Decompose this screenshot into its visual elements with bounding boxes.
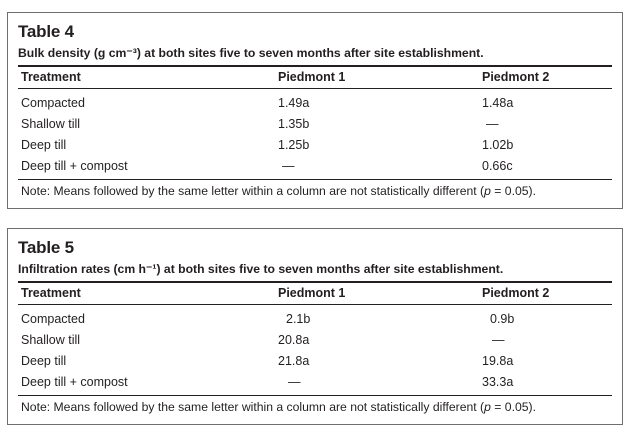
row-piedmont-1-value: 21.8a	[278, 354, 310, 368]
header-top-rule	[18, 281, 612, 283]
row-treatment: Shallow till	[21, 117, 81, 131]
header-piedmont-1: Piedmont 1	[278, 70, 346, 84]
row-treatment: Deep till + compost	[21, 159, 128, 173]
row-piedmont-1-value: 20.8a	[278, 333, 310, 347]
table-title: Table 5	[18, 238, 74, 257]
row-piedmont-2-value: 1.48a	[482, 96, 514, 110]
row-piedmont-1-value: —	[282, 159, 295, 173]
header-bottom-rule	[18, 88, 612, 89]
row-piedmont-2-value: 0.66c	[482, 159, 513, 173]
header-piedmont-2: Piedmont 2	[482, 70, 550, 84]
row-treatment: Compacted	[21, 312, 85, 326]
header-piedmont-2: Piedmont 2	[482, 286, 550, 300]
row-piedmont-2-value: —	[492, 333, 505, 347]
table-caption: Infiltration rates (cm h⁻¹) at both sites five to seven months after site establishment.	[18, 262, 504, 276]
table-note: Note: Means followed by the same letter within a column are not statistically different (p = 0.05).	[21, 184, 536, 198]
table-note: Note: Means followed by the same letter within a column are not statistically different (p = 0.05).	[21, 400, 536, 414]
row-piedmont-2-value: 1.02b	[482, 138, 514, 152]
row-piedmont-2-value: —	[486, 117, 499, 131]
row-treatment: Deep till	[21, 354, 67, 368]
footer-rule	[18, 395, 612, 396]
row-piedmont-1-value: 1.49a	[278, 96, 310, 110]
footer-rule	[18, 179, 612, 180]
row-piedmont-1-value: 2.1b	[286, 312, 311, 326]
row-piedmont-2-value: 33.3a	[482, 375, 514, 389]
row-treatment: Deep till + compost	[21, 375, 128, 389]
row-piedmont-1-value: 1.25b	[278, 138, 310, 152]
row-piedmont-2-value: 19.8a	[482, 354, 514, 368]
row-piedmont-1-value: 1.35b	[278, 117, 310, 131]
header-top-rule	[18, 65, 612, 67]
table-4	[7, 12, 623, 209]
row-treatment: Shallow till	[21, 333, 81, 347]
header-treatment: Treatment	[21, 70, 81, 84]
row-piedmont-1-value: —	[288, 375, 301, 389]
header-piedmont-1: Piedmont 1	[278, 286, 346, 300]
row-treatment: Deep till	[21, 138, 67, 152]
row-piedmont-2-value: 0.9b	[490, 312, 515, 326]
row-treatment: Compacted	[21, 96, 85, 110]
table-5	[7, 228, 623, 425]
table-title: Table 4	[18, 22, 74, 41]
table-caption: Bulk density (g cm⁻³) at both sites five to seven months after site establishment.	[18, 46, 484, 60]
header-bottom-rule	[18, 304, 612, 305]
header-treatment: Treatment	[21, 286, 81, 300]
